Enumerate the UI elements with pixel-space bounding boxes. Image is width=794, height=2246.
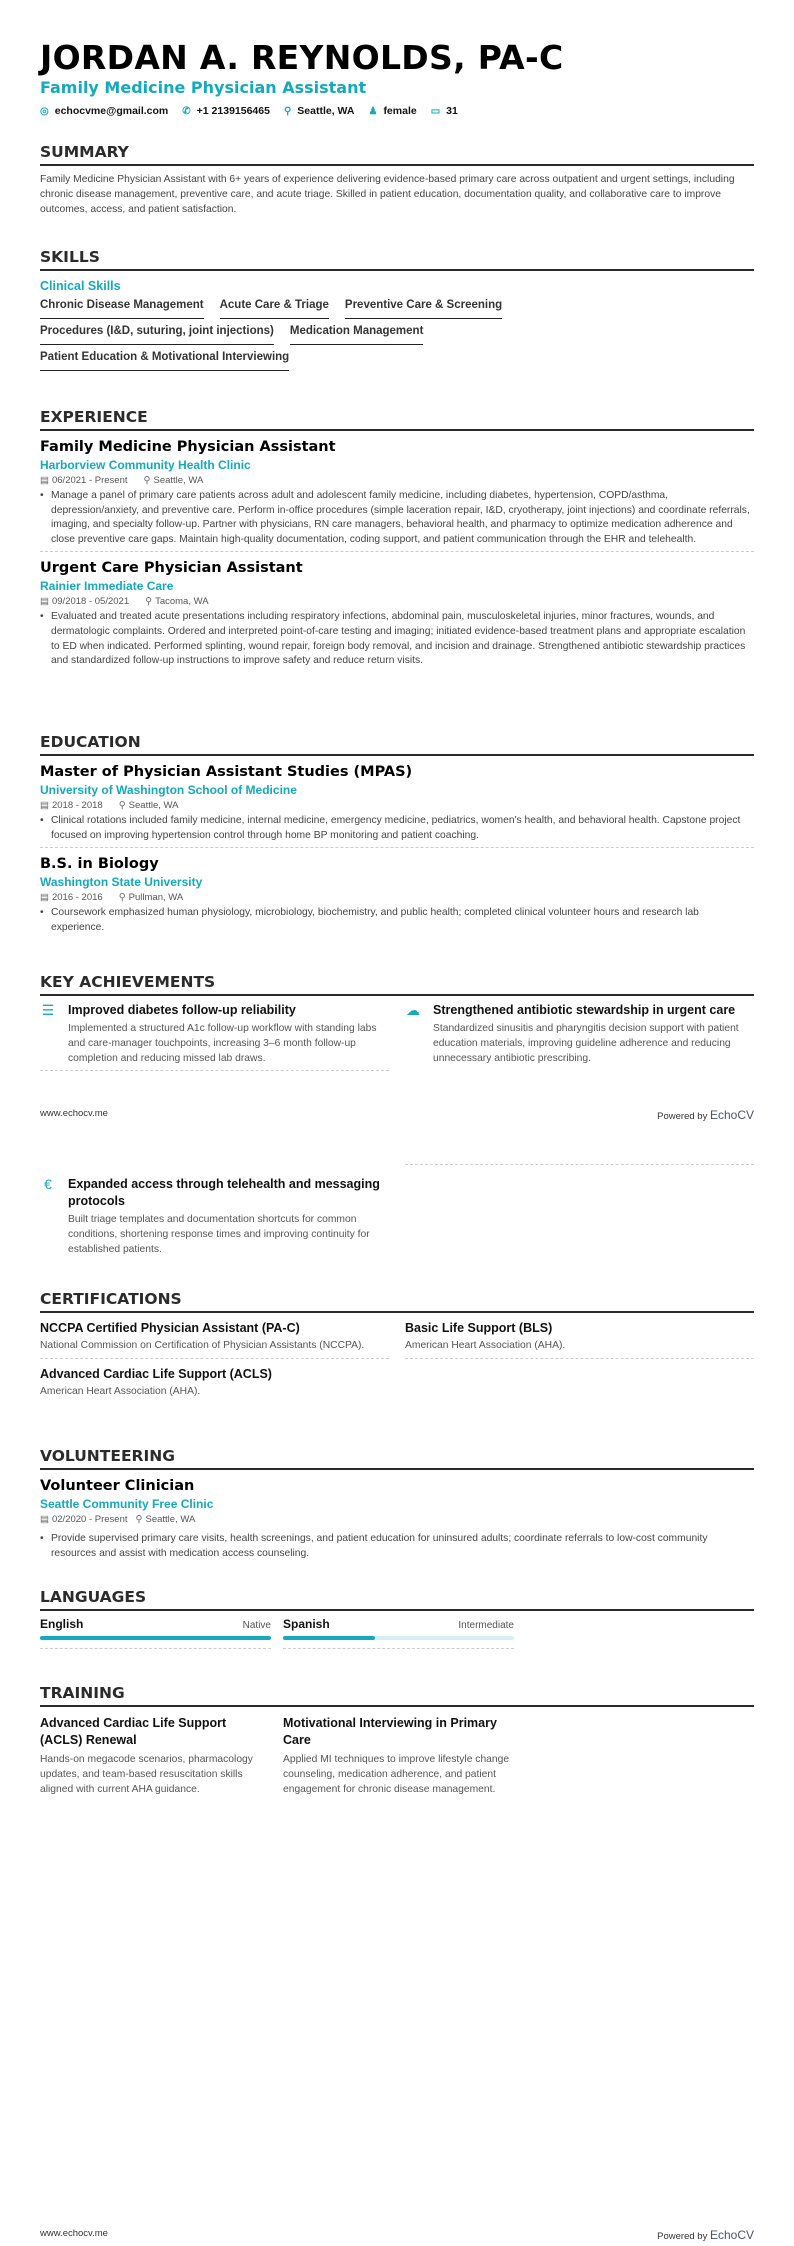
edu-meta <box>40 892 754 903</box>
email-value: echocvme@gmail.com <box>54 105 169 117</box>
edu-dates: 2016 - 2016 <box>51 892 103 904</box>
education-item <box>40 856 754 935</box>
section-title: CERTIFICATIONS <box>40 1290 754 1313</box>
divider <box>40 551 754 552</box>
section-title: KEY ACHIEVEMENTS <box>40 973 754 996</box>
cert-item <box>40 1321 389 1359</box>
certifications-section <box>40 1290 754 1400</box>
location-icon: ⚲ <box>118 800 126 811</box>
experience-item <box>40 439 754 552</box>
gender-value: female <box>383 105 417 117</box>
achievement-item <box>405 1002 754 1071</box>
section-title: VOLUNTEERING <box>40 1447 754 1470</box>
candidate-name: JORDAN A. REYNOLDS, PA-C <box>40 38 564 77</box>
training-title: Motivational Interviewing in Primary Care <box>283 1716 497 1747</box>
achievement-cell <box>40 1002 389 1071</box>
location-icon: ⚲ <box>145 596 153 608</box>
footer-site-link[interactable]: www.echocv.me <box>40 1108 108 1119</box>
training-item <box>283 1715 514 1797</box>
person-icon: ♟ <box>368 105 378 117</box>
calendar-icon: ▤ <box>40 892 49 904</box>
job-meta <box>40 596 754 607</box>
brand-logo[interactable]: EchoCV <box>709 2228 754 2242</box>
language-level: Intermediate <box>458 1620 514 1631</box>
achievements-section <box>40 973 754 1071</box>
contact-line <box>40 105 754 117</box>
candidate-role: Family Medicine Physician Assistant <box>40 78 367 97</box>
job-dates: 06/2021 - Present <box>51 475 128 486</box>
contact-location <box>284 105 355 117</box>
page-footer <box>40 1108 754 1122</box>
location-icon: ⚲ <box>135 1514 143 1525</box>
edu-meta <box>40 800 754 811</box>
experience-section <box>40 408 754 669</box>
location-value: Seattle, WA <box>297 105 355 117</box>
volunteering-section <box>40 1447 754 1561</box>
skill-item: Medication Management <box>290 325 424 345</box>
cert-title: Advanced Cardiac Life Support (ACLS) <box>40 1366 272 1381</box>
cert-title: NCCPA Certified Physician Assistant (PA-C) <box>40 1321 300 1335</box>
training-section <box>40 1684 754 1797</box>
language-item <box>283 1617 514 1649</box>
summary-section <box>40 143 754 217</box>
divider <box>283 1648 514 1649</box>
footer-site-link[interactable]: www.echocv.me <box>40 2228 108 2239</box>
cert-item <box>40 1367 389 1400</box>
volunteer-dates: 02/2020 - Present <box>51 1514 128 1525</box>
section-title: EDUCATION <box>40 733 754 756</box>
footer-powered <box>657 1108 754 1122</box>
job-title: Family Medicine Physician Assistant <box>40 439 336 455</box>
edu-description: • Coursework emphasized human physiology, microbiology, biochemistry, and public health; completed clinical volunteer hours and research lab experience. <box>40 906 754 935</box>
powered-label: Powered by <box>657 2231 708 2242</box>
edu-location: Pullman, WA <box>128 892 184 904</box>
powered-label: Powered by <box>657 1111 708 1122</box>
training-desc: Hands-on megacode scenarios, pharmacology updates, and team-based resuscitation skills aligned with current AHA guidance. <box>40 1754 253 1795</box>
language-list <box>40 1617 754 1649</box>
language-name: Spanish <box>283 1617 330 1631</box>
job-dates: 09/2018 - 05/2021 <box>51 596 130 608</box>
skill-list <box>40 299 600 371</box>
contact-email[interactable] <box>40 105 168 117</box>
cert-title: Basic Life Support (BLS) <box>405 1321 553 1335</box>
proficiency-fill <box>283 1636 375 1640</box>
volunteer-role: Volunteer Clinician <box>40 1478 195 1494</box>
volunteer-meta <box>40 1514 754 1525</box>
proficiency-fill <box>40 1636 271 1640</box>
language-name: English <box>40 1617 84 1631</box>
edu-dates: 2018 - 2018 <box>51 800 103 811</box>
section-title: SUMMARY <box>40 143 754 166</box>
volunteer-description: • Provide supervised primary care visits, health screenings, and patient education for uninsured adults; coordinate referrals to low-cost community resources and assist with medication access counseling. <box>40 1532 754 1561</box>
skills-section <box>40 248 754 371</box>
phone-icon: ✆ <box>182 105 191 117</box>
skill-item: Acute Care & Triage <box>220 299 329 319</box>
training-item <box>40 1715 271 1797</box>
school: University of Washington School of Medicine <box>40 783 297 797</box>
education-item <box>40 764 754 848</box>
proficiency-bar <box>283 1636 514 1640</box>
degree: Master of Physician Assistant Studies (MPAS) <box>40 764 413 780</box>
calendar-icon: ▭ <box>430 105 441 117</box>
calendar-icon: ▤ <box>40 596 49 608</box>
language-item <box>40 1617 271 1649</box>
job-location: Seattle, WA <box>153 475 204 486</box>
education-section <box>40 733 754 935</box>
language-level: Native <box>242 1620 271 1631</box>
volunteer-location: Seattle, WA <box>145 1514 196 1525</box>
skill-item: Patient Education & Motivational Interviewing <box>40 351 289 371</box>
list-icon: ☰ <box>41 1002 55 1018</box>
degree: B.S. in Biology <box>40 856 159 873</box>
footer-powered <box>657 2228 754 2242</box>
achievement-desc: Standardized sinusitis and pharyngitis decision support with patient education materials, improving guideline adherence and reducing unnecessary antibiotic prescribing. <box>433 1023 739 1064</box>
phone-value: +1 2139156465 <box>196 105 270 117</box>
training-title: Advanced Cardiac Life Support (ACLS) Renewal <box>40 1716 227 1747</box>
job-location: Tacoma, WA <box>155 596 209 608</box>
section-title: EXPERIENCE <box>40 408 754 431</box>
divider <box>40 1648 271 1649</box>
section-title: SKILLS <box>40 248 754 271</box>
school: Washington State University <box>40 875 203 890</box>
languages-section <box>40 1588 754 1649</box>
age-value: 31 <box>446 105 458 117</box>
job-description: • Evaluated and treated acute presentations including respiratory infections, abdominal pain, musculoskeletal injuries, minor fractures, wounds, and dermatologic complaints. Ordered and interpreted point-of-care testing and imaging; initiated evidence-based treatment plans and appropriate escalation to ED when indicated. Performed splinting, wound repair, foreign body removal, and incision and drainage. Strengthened antibiotic stewardship practices and standardized follow-up instructions to improve safety and reduce return visits. <box>40 610 754 668</box>
edu-location: Seattle, WA <box>128 800 179 811</box>
summary-text: Family Medicine Physician Assistant with 6+ years of experience delivering evidence-based primary care across outpatient and urgent settings, including chronic disease management, preventive care, and acute triage. Skilled in patient education, documentation quality, and collaborative care to improve outcomes, access, and patient satisfaction. <box>40 174 735 215</box>
job-description: • Manage a panel of primary care patients across adult and adolescent family medicine, including diabetes, hypertension, COPD/asthma, depression/anxiety, and preventive care. Perform in-office procedures (simple laceration repair, I&D, cryotherapy, joint injections) and coordinate referrals, imaging, and specialty follow-up. Partner with physicians, RN care managers, behavioral health, and pharmacy to optimize medication adherence and close preventive care gaps. Maintain high-quality documentation, coding support, and patient communication through the EHR and telehealth. <box>40 489 754 547</box>
resume-header <box>40 38 754 117</box>
experience-item <box>40 560 754 668</box>
brand-logo[interactable]: EchoCV <box>709 1108 754 1122</box>
page-footer <box>40 2228 754 2242</box>
achievement-item <box>40 1002 389 1066</box>
section-title: LANGUAGES <box>40 1588 754 1611</box>
volunteer-org: Seattle Community Free Clinic <box>40 1497 214 1511</box>
skill-item: Procedures (I&D, suturing, joint injections) <box>40 325 274 345</box>
location-icon: ⚲ <box>283 105 292 117</box>
achievement-title: Expanded access through telehealth and messaging protocols <box>68 1177 380 1208</box>
calendar-icon: ▤ <box>40 1514 49 1525</box>
divider <box>405 1358 754 1359</box>
achievement-grid <box>40 1002 754 1071</box>
calendar-icon: ▤ <box>40 800 49 811</box>
euro-icon: € <box>44 1176 52 1192</box>
location-icon: ⚲ <box>143 475 151 486</box>
achievement-title: Improved diabetes follow-up reliability <box>68 1003 296 1017</box>
employer: Harborview Community Health Clinic <box>40 458 251 472</box>
skill-item: Chronic Disease Management <box>40 299 204 319</box>
cert-grid <box>40 1321 754 1400</box>
achievement-desc: Implemented a structured A1c follow-up workflow with standing labs and care-manager touchpoints, increasing 3–6 month follow-up completion and reducing missed lab draws. <box>68 1023 377 1064</box>
cert-desc: American Heart Association (AHA). <box>405 1340 566 1351</box>
calendar-icon: ▤ <box>40 475 49 486</box>
achievement-desc: Built triage templates and documentation shortcuts for common conditions, shortening response times and improving continuity for established patients. <box>68 1214 370 1255</box>
job-meta <box>40 475 754 486</box>
divider <box>40 847 754 848</box>
job-title: Urgent Care Physician Assistant <box>40 560 303 577</box>
proficiency-bar <box>40 1636 271 1640</box>
cert-item <box>405 1321 754 1359</box>
training-desc: Applied MI techniques to improve lifestyle change counseling, medication adherence, and patient engagement for chronic disease management. <box>283 1754 510 1795</box>
training-list <box>40 1715 754 1797</box>
at-icon: ◎ <box>40 105 49 117</box>
location-icon: ⚲ <box>118 892 126 904</box>
cert-desc: American Heart Association (AHA). <box>40 1385 201 1397</box>
achievement-title: Strengthened antibiotic stewardship in urgent care <box>433 1003 736 1017</box>
contact-age <box>431 105 458 117</box>
contact-phone[interactable] <box>182 105 270 117</box>
section-title: TRAINING <box>40 1684 754 1707</box>
edu-description: • Clinical rotations included family medicine, internal medicine, emergency medicine, pediatrics, women's health, and behavioral health. Capstone project focused on improving hypertension control through home BP monitoring and patient coaching. <box>40 814 754 843</box>
skill-category: Clinical Skills <box>40 279 121 293</box>
skill-item: Preventive Care & Screening <box>345 299 502 319</box>
achievement-item <box>40 1176 389 1257</box>
employer: Rainier Immediate Care <box>40 579 174 594</box>
divider <box>40 1358 389 1359</box>
cloud-icon: ☁ <box>406 1002 420 1018</box>
divider <box>40 1070 389 1071</box>
divider <box>405 1164 754 1257</box>
cert-desc: National Commission on Certification of Physician Assistants (NCCPA). <box>40 1340 365 1351</box>
contact-gender <box>368 105 416 117</box>
achievements-continued <box>40 1164 754 1257</box>
